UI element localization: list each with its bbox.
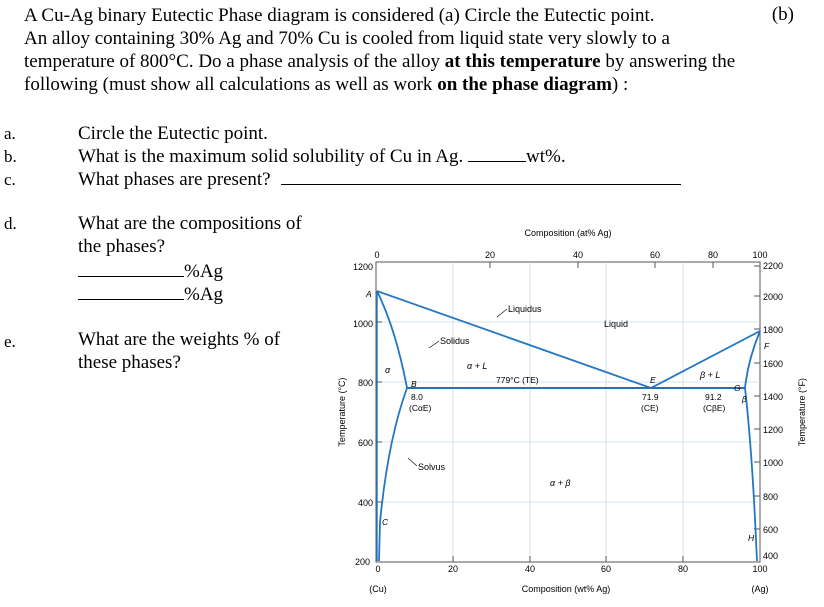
region-labels bbox=[385, 304, 747, 488]
question-a-letter: a. bbox=[4, 124, 16, 143]
part-b-label: (b) bbox=[771, 4, 794, 25]
point-c-label: C bbox=[382, 517, 389, 527]
solvus-left bbox=[379, 388, 407, 561]
solvus-label: Solvus bbox=[418, 462, 446, 472]
question-d-text: What are the compositions of the phases? bbox=[78, 213, 302, 257]
top-tick-label: 0 bbox=[374, 250, 380, 260]
left-tick-label: 600 bbox=[357, 438, 373, 448]
bottom-tick-label: 100 bbox=[752, 564, 768, 574]
right-tick-label: 2000 bbox=[763, 292, 784, 302]
right-tick-label: 1400 bbox=[763, 392, 784, 402]
top-tick-label: 80 bbox=[707, 250, 719, 260]
answer-d-blank-1[interactable] bbox=[78, 260, 184, 277]
answer-d-blank-2[interactable] bbox=[78, 283, 184, 300]
point-b-label: B bbox=[411, 379, 417, 389]
question-b bbox=[78, 145, 566, 168]
question-b-text: What is the maximum solid solubility of Cu in Ag. bbox=[78, 146, 464, 167]
composition-g-name: (CβE) bbox=[703, 403, 726, 413]
bottom-tick-label: 80 bbox=[677, 564, 689, 574]
alpha-l-label: α + L bbox=[467, 361, 488, 371]
right-tick-label: 1600 bbox=[763, 359, 784, 369]
bottom-end-right: (Ag) bbox=[751, 584, 769, 594]
point-f-label: F bbox=[764, 341, 770, 351]
right-tick-label: 800 bbox=[763, 492, 779, 502]
answer-c-blank[interactable] bbox=[281, 168, 681, 185]
top-tick-label: 40 bbox=[572, 250, 584, 260]
answer-b-blank[interactable] bbox=[468, 145, 526, 162]
top-axis bbox=[374, 250, 767, 260]
left-axis-title: Temperature (°C) bbox=[337, 377, 347, 447]
question-c-letter: c. bbox=[4, 170, 16, 189]
solidus-label: Solidus bbox=[440, 336, 470, 346]
left-tick-label: 800 bbox=[357, 378, 373, 388]
answer-d-line-2: %Ag bbox=[78, 283, 223, 306]
point-g-label: G bbox=[734, 383, 741, 393]
problem-statement bbox=[24, 4, 796, 96]
left-tick-label: 400 bbox=[357, 498, 373, 508]
beta-l-label: β + L bbox=[700, 370, 721, 380]
left-tick-label: 1200 bbox=[352, 262, 373, 272]
right-tick-label: 600 bbox=[763, 525, 779, 535]
bottom-axis-title: Composition (wt% Ag) bbox=[521, 584, 611, 594]
alpha-beta-label: α + β bbox=[550, 478, 571, 488]
bottom-tick-label: 40 bbox=[524, 564, 536, 574]
question-e-letter: e. bbox=[4, 332, 16, 351]
right-tick-label: 1000 bbox=[763, 458, 784, 468]
point-labels bbox=[365, 289, 770, 543]
question-a-text: Circle the Eutectic point. bbox=[78, 123, 268, 144]
beta-region-label: β bbox=[742, 395, 747, 404]
eutectic-temperature-label: 779°C (TE) bbox=[496, 375, 539, 385]
point-e-label: E bbox=[650, 375, 656, 385]
bottom-tick-label: 0 bbox=[375, 564, 381, 574]
alpha-region-label: α bbox=[385, 365, 391, 375]
top-axis-title: Composition (at% Ag) bbox=[524, 228, 612, 238]
answer-d-line-1: %Ag bbox=[78, 260, 223, 283]
liquidus-label: Liquidus bbox=[508, 304, 542, 314]
liquid-region-label: Liquid bbox=[604, 319, 629, 329]
question-c-text: What phases are present? bbox=[78, 169, 271, 190]
intro-line-3: temperature of 800°C. Do a phase analysis of the alloy at this temperature by answering the bbox=[24, 51, 736, 72]
composition-g-value: 91.2 bbox=[705, 392, 722, 402]
bottom-end-left: (Cu) bbox=[369, 584, 387, 594]
left-tick-label: 200 bbox=[354, 557, 370, 567]
solidus-left bbox=[377, 291, 407, 388]
right-tick-label: 2200 bbox=[763, 261, 784, 271]
point-a-label: A bbox=[366, 289, 372, 299]
top-tick-label: 60 bbox=[649, 250, 661, 260]
top-tick-label: 20 bbox=[484, 250, 496, 260]
right-tick-label: 1800 bbox=[763, 325, 784, 335]
question-d-letter: d. bbox=[4, 214, 17, 233]
intro-line-4: following (must show all calculations as well as work on the phase diagram) : bbox=[24, 74, 629, 95]
question-b-suffix: wt%. bbox=[526, 146, 566, 167]
right-tick-label: 400 bbox=[763, 551, 779, 561]
composition-e-name: (CE) bbox=[641, 403, 659, 413]
question-e-text: What are the weights % of these phases? bbox=[78, 329, 281, 373]
bottom-tick-label: 60 bbox=[600, 564, 612, 574]
composition-labels bbox=[409, 392, 726, 413]
question-c bbox=[78, 168, 681, 191]
phase-boundaries bbox=[377, 291, 760, 561]
bottom-tick-label: 20 bbox=[447, 564, 459, 574]
composition-b-name: (CαE) bbox=[409, 403, 432, 413]
right-tick-label: 1200 bbox=[763, 425, 784, 435]
right-axis-title: Temperature (°F) bbox=[797, 377, 807, 447]
left-axis bbox=[353, 262, 373, 567]
composition-b-value: 8.0 bbox=[411, 392, 423, 402]
question-b-letter: b. bbox=[4, 147, 17, 166]
intro-line-1: A Cu-Ag binary Eutectic Phase diagram is considered (a) Circle the Eutectic point. bbox=[24, 5, 655, 26]
right-axis bbox=[763, 261, 783, 561]
cu-ag-phase-diagram bbox=[330, 222, 824, 607]
composition-e-value: 71.9 bbox=[642, 392, 659, 402]
intro-line-2: An alloy containing 30% Ag and 70% Cu is cooled from liquid state very slowly to a bbox=[24, 28, 670, 49]
left-tick-label: 1000 bbox=[352, 319, 373, 329]
solidus-right bbox=[745, 331, 760, 388]
point-h-label: H bbox=[748, 533, 755, 543]
top-tick-label: 100 bbox=[752, 250, 768, 260]
